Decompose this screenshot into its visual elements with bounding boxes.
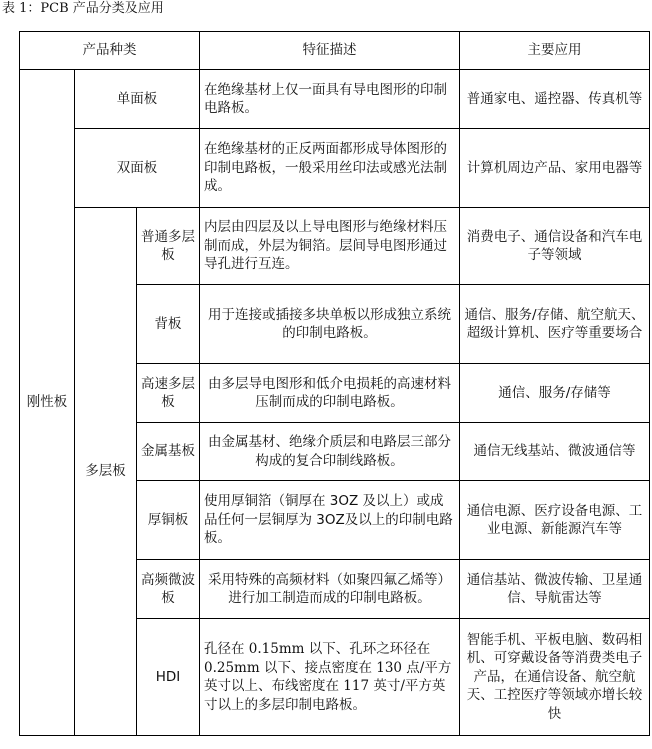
row-name: 高速多层板: [137, 364, 200, 423]
table-row: [20, 70, 650, 129]
table-caption: 表 1：PCB 产品分类及应用: [2, 1, 164, 16]
row-apps: 通信、服务/存储、航空航天、超级计算机、医疗等重要场合: [460, 285, 650, 364]
table-row: [20, 208, 650, 285]
row-desc: 内层由四层及以上导电图形与绝缘材料压制而成，外层为铜箔。层间导电图形通过导孔进行互连。: [200, 208, 460, 285]
pcb-classification-table: [19, 31, 650, 736]
row-name: 背板: [137, 285, 200, 364]
row-apps: 计算机周边产品、家用电器等: [460, 129, 650, 208]
row-name: 金属基板: [137, 423, 200, 481]
row-apps: 通信、服务/存储等: [460, 364, 650, 423]
header-row: [20, 32, 650, 70]
row-name: 厚铜板: [137, 481, 200, 560]
row-apps: 通信无线基站、微波通信等: [460, 423, 650, 481]
row-name: 普通多层板: [137, 208, 200, 285]
group-rigid: 刚性板: [20, 70, 75, 736]
row-name: 双面板: [75, 129, 200, 208]
header-applications: 主要应用: [460, 32, 650, 70]
row-desc: 采用特殊的高频材料（如聚四氟乙烯等）进行加工制造而成的印制电路板。: [200, 560, 460, 619]
row-name: 单面板: [75, 70, 200, 129]
row-desc: 用于连接或插接多块单板以形成独立系统的印制电路板。: [200, 285, 460, 364]
row-desc: 由多层导电图形和低介电损耗的高速材料压制而成的印制电路板。: [200, 364, 460, 423]
group-multilayer: 多层板: [75, 208, 137, 736]
row-desc: 在绝缘基材上仅一面具有导电图形的印制电路板。: [200, 70, 460, 129]
table-row: [20, 129, 650, 208]
row-desc: 使用厚铜箔（铜厚在 3OZ 及以上）或成品任何一层铜厚为 3OZ及以上的印制电路板。: [200, 481, 460, 560]
header-category: 产品种类: [20, 32, 200, 70]
row-name: HDI: [137, 619, 200, 736]
row-desc: 在绝缘基材的正反两面都形成导体图形的印制电路板，一般采用丝印法或感光法制成。: [200, 129, 460, 208]
row-name: 高频微波板: [137, 560, 200, 619]
row-desc: 由金属基材、绝缘介质层和电路层三部分构成的复合印制线路板。: [200, 423, 460, 481]
row-apps: 通信基站、微波传输、卫星通信、导航雷达等: [460, 560, 650, 619]
row-apps: 普通家电、遥控器、传真机等: [460, 70, 650, 129]
row-apps: 通信电源、医疗设备电源、工业电源、新能源汽车等: [460, 481, 650, 560]
row-apps: 智能手机、平板电脑、数码相机、可穿戴设备等消费类电子产品，在通信设备、航空航天、工控医疗等领域亦增长较快: [460, 619, 650, 736]
header-features: 特征描述: [200, 32, 460, 70]
row-apps: 消费电子、通信设备和汽车电子等领域: [460, 208, 650, 285]
row-desc: 孔径在 0.15mm 以下、孔环之环径在 0.25mm 以下、接点密度在 130 点/平方英寸以上、布线密度在 117 英寸/平方英寸以上的多层印制电路板。: [200, 619, 460, 736]
